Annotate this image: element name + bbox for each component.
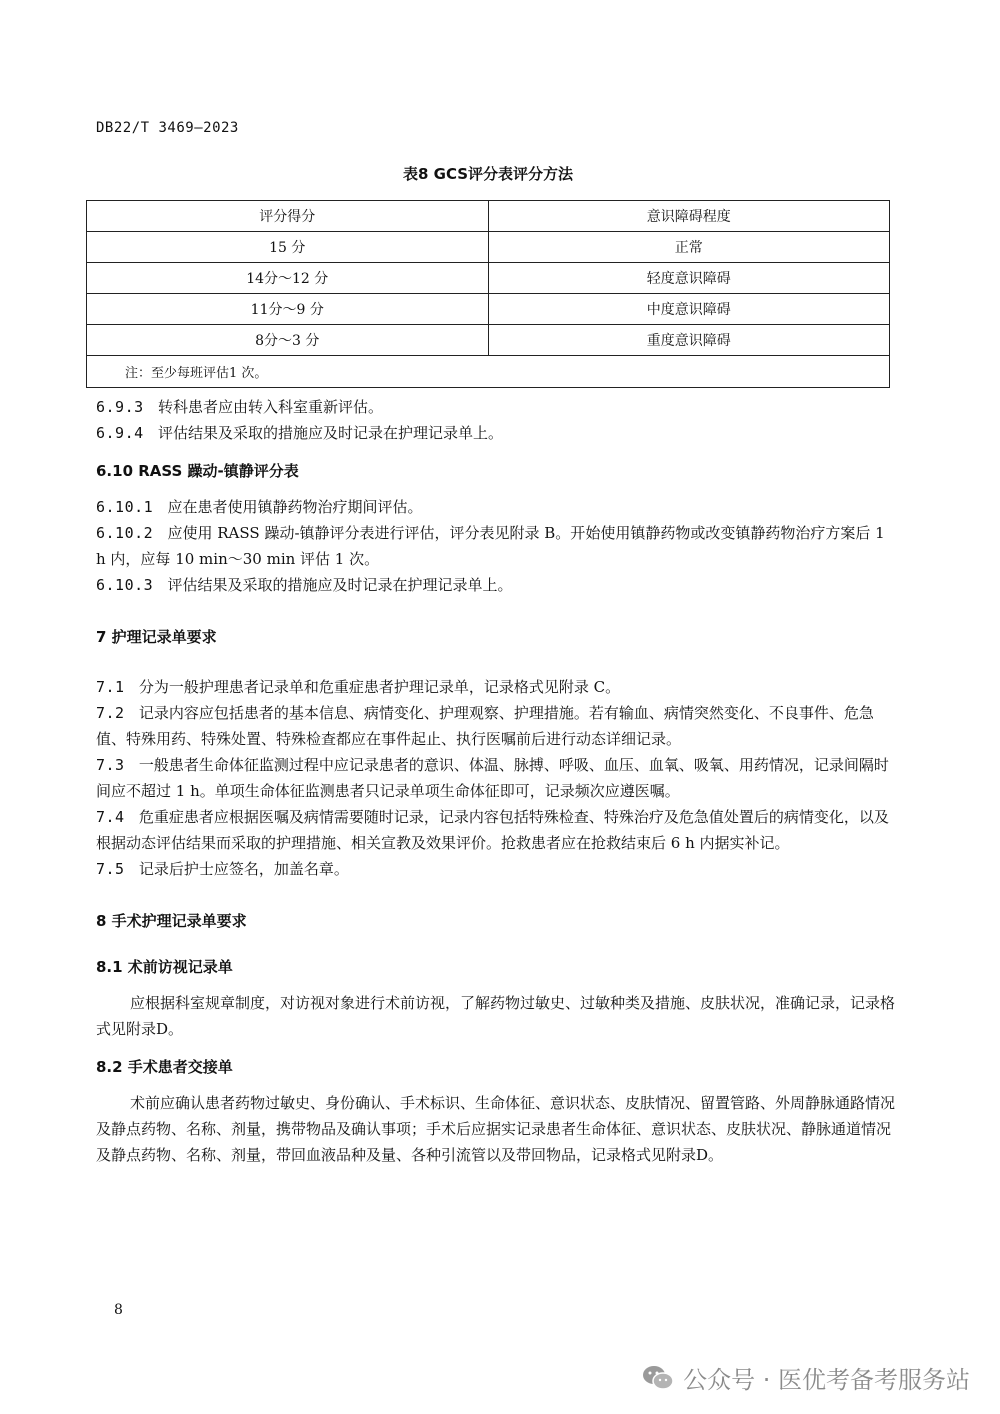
clause-number: 7.4 — [96, 808, 125, 826]
table-cell: 11分～9 分 — [87, 294, 489, 325]
table-cell: 8分～3 分 — [87, 325, 489, 356]
table-cell: 重度意识障碍 — [488, 325, 890, 356]
table-row — [87, 325, 890, 356]
heading-7: 7 护理记录单要求 — [96, 628, 217, 646]
table-cell: 14分～12 分 — [87, 263, 489, 294]
paragraph-6-9-3 — [96, 394, 896, 420]
document-body — [96, 394, 896, 1168]
table-cell: 轻度意识障碍 — [488, 263, 890, 294]
watermark — [641, 1360, 970, 1395]
clause-number: 6.10.3 — [96, 576, 154, 594]
clause-text: 应在患者使用镇静药物治疗期间评估。 — [167, 498, 423, 516]
clause-text: 评估结果及采取的措施应及时记录在护理记录单上。 — [157, 424, 503, 442]
clause-text: 分为一般护理患者记录单和危重症患者护理记录单，记录格式见附录 C。 — [138, 678, 621, 696]
paragraph-7-4 — [96, 804, 896, 856]
paragraph-6-10-2 — [96, 520, 896, 572]
clause-text: 应使用 RASS 躁动-镇静评分表进行评估，评分表见附录 B。开始使用镇静药物或改变镇静药物治疗方案后 1 h 内，应每 10 min～30 min 评估 1 次。 — [96, 524, 885, 568]
clause-number: 6.10.1 — [96, 498, 154, 516]
heading-8-2: 8.2 手术患者交接单 — [96, 1058, 233, 1076]
gcs-score-table — [86, 200, 890, 388]
page-number: 8 — [114, 1302, 123, 1318]
table-note-row — [87, 356, 890, 388]
clause-text: 记录后护士应签名，加盖名章。 — [138, 860, 349, 878]
table-row — [87, 232, 890, 263]
clause-number: 7.3 — [96, 756, 125, 774]
paragraph-8-2: 术前应确认患者药物过敏史、身份确认、手术标识、生命体征、意识状态、皮肤情况、留置管路、外周静脉通路情况及静点药物、名称、剂量，携带物品及确认事项；手术后应据实记录患者生命体征、意识状态、皮肤状况、静脉通道情况及静点药物、名称、剂量，带回血液品种及量、各种引流管以及带回物品，记录格式见附录D。 — [96, 1094, 896, 1164]
clause-text: 一般患者生命体征监测过程中应记录患者的意识、体温、脉搏、呼吸、血压、血氧、吸氧、用药情况，记录间隔时间应不超过 1 h。单项生命体征监测患者只记录单项生命体征即可，记录频次应遵医嘱。 — [96, 756, 889, 800]
paragraph-6-9-4 — [96, 420, 896, 446]
table-row — [87, 294, 890, 325]
clause-text: 转科患者应由转入科室重新评估。 — [157, 398, 383, 416]
wechat-icon — [641, 1364, 675, 1392]
table-header-cell: 评分得分 — [87, 201, 489, 232]
clause-number: 6.9.3 — [96, 398, 144, 416]
clause-number: 6.10.2 — [96, 524, 154, 542]
table-header-row — [87, 201, 890, 232]
heading-6-10: 6.10 RASS 躁动-镇静评分表 — [96, 462, 299, 480]
heading-8-1: 8.1 术前访视记录单 — [96, 958, 233, 976]
paragraph-6-10-1 — [96, 494, 896, 520]
heading-8: 8 手术护理记录单要求 — [96, 912, 247, 930]
table-row — [87, 263, 890, 294]
paragraph-7-5 — [96, 856, 896, 882]
table-note: 注：至少每班评估1 次。 — [87, 356, 890, 388]
table-cell: 正常 — [488, 232, 890, 263]
paragraph-7-3 — [96, 752, 896, 804]
clause-number: 7.5 — [96, 860, 125, 878]
table-cell: 15 分 — [87, 232, 489, 263]
table-caption: 表8 GCS评分表评分方法 — [402, 165, 574, 183]
table-cell: 中度意识障碍 — [488, 294, 890, 325]
paragraph-8-1: 应根据科室规章制度，对访视对象进行术前访视，了解药物过敏史、过敏种类及措施、皮肤状况，准确记录，记录格式见附录D。 — [96, 994, 896, 1038]
clause-text: 记录内容应包括患者的基本信息、病情变化、护理观察、护理措施。若有输血、病情突然变化、不良事件、危急值、特殊用药、特殊处置、特殊检查都应在事件起止、执行医嘱前后进行动态详细记录。 — [96, 704, 874, 748]
document-number: DB22/T 3469—2023 — [96, 120, 239, 136]
clause-number: 6.9.4 — [96, 424, 144, 442]
paragraph-6-10-3 — [96, 572, 896, 598]
clause-text: 危重症患者应根据医嘱及病情需要随时记录，记录内容包括特殊检查、特殊治疗及危急值处置后的病情变化，以及根据动态评估结果而采取的护理措施、相关宣教及效果评价。抢救患者应在抢救结束后 6 h 内据实补记。 — [96, 808, 889, 852]
clause-number: 7.1 — [96, 678, 125, 696]
table-header-cell: 意识障碍程度 — [488, 201, 890, 232]
watermark-text: 公众号 · 医优考备考服务站 — [683, 1366, 970, 1394]
clause-text: 评估结果及采取的措施应及时记录在护理记录单上。 — [167, 576, 513, 594]
paragraph-7-1 — [96, 674, 896, 700]
paragraph-7-2 — [96, 700, 896, 752]
clause-number: 7.2 — [96, 704, 125, 722]
